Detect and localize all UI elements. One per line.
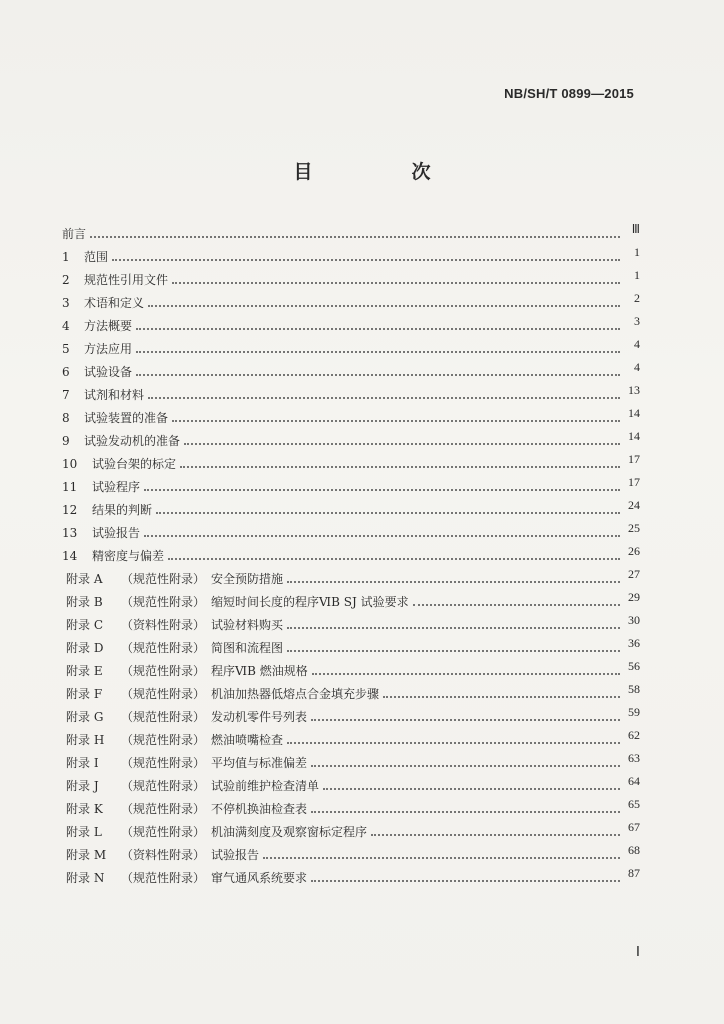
annex-kind: （规范性附录） [121, 802, 206, 816]
toc-entry-page: 17 [628, 452, 640, 466]
toc-entry [62, 379, 640, 402]
annex-title: 试验材料购买 [211, 618, 284, 632]
toc-entry-title: 精密度与偏差 [92, 549, 165, 563]
annex-page: 63 [628, 751, 640, 765]
dot-leader [168, 557, 620, 560]
dot-leader [180, 465, 620, 468]
toc-entry-label [62, 457, 180, 471]
annex-id: 附录 K [66, 802, 103, 816]
annex-kind: （资料性附录） [121, 618, 206, 632]
annex-entry [62, 563, 640, 586]
toc-entry-label [62, 480, 144, 494]
annex-page: 36 [628, 636, 640, 650]
annex-entry-label [62, 756, 311, 770]
annex-entry-label [62, 802, 311, 816]
dot-leader [90, 235, 620, 238]
toc-entry-page: Ⅲ [631, 222, 640, 236]
dot-leader [323, 787, 620, 790]
annex-entry [62, 609, 640, 632]
annex-title: 燃油喷嘴检查 [211, 733, 284, 747]
annex-kind: （规范性附录） [121, 756, 206, 770]
dot-leader [136, 327, 620, 330]
toc-entry-number: 10 [62, 457, 78, 471]
annex-entry [62, 839, 640, 862]
annex-title: 缩短时间长度的程序ⅥB SJ 试验要求 [211, 595, 409, 609]
annex-title: 安全预防措施 [211, 572, 284, 586]
toc-entry-label [62, 227, 90, 241]
dot-leader [287, 741, 620, 744]
annex-kind: （规范性附录） [121, 572, 206, 586]
annex-id: 附录 C [66, 618, 103, 632]
toc-entry-number: 1 [62, 250, 70, 264]
annex-page: 64 [628, 774, 640, 788]
dot-leader [311, 879, 620, 882]
toc-entry-label [62, 273, 172, 287]
annex-entry-label [62, 595, 413, 609]
standard-code: NB/SH/T 0899—2015 [504, 86, 634, 101]
toc-entry-page: 4 [634, 337, 640, 351]
toc-entry [62, 471, 640, 494]
annex-id: 附录 F [66, 687, 103, 701]
annex-page: 62 [628, 728, 640, 742]
toc-entry-label [62, 250, 112, 264]
toc-entry-page: 1 [634, 268, 640, 282]
toc-entry-title: 术语和定义 [84, 296, 145, 310]
dot-leader [112, 258, 620, 261]
annex-id: 附录 H [66, 733, 105, 747]
toc-entry-number: 11 [62, 480, 78, 494]
dot-leader [184, 442, 620, 445]
dot-leader [136, 373, 620, 376]
toc-entry-number: 12 [62, 503, 78, 517]
annex-kind: （规范性附录） [121, 779, 206, 793]
annex-id: 附录 J [66, 779, 99, 793]
toc-entry-page: 3 [634, 314, 640, 328]
toc-entry-page: 4 [634, 360, 640, 374]
toc-entry-title: 规范性引用文件 [84, 273, 169, 287]
dot-leader [311, 810, 620, 813]
toc-entry [62, 241, 640, 264]
dot-leader [156, 511, 620, 514]
dot-leader [136, 350, 620, 353]
dot-leader [144, 488, 620, 491]
annex-entry-label [62, 710, 311, 724]
annex-entry-label [62, 618, 287, 632]
annex-entry [62, 724, 640, 747]
toc-entry [62, 448, 640, 471]
annex-title: 窜气通风系统要求 [211, 871, 308, 885]
toc-entry [62, 494, 640, 517]
annex-entry-label [62, 641, 287, 655]
toc-entry-title: 试验报告 [92, 526, 141, 540]
toc-entry-number: 5 [62, 342, 70, 356]
annex-title: 发动机零件号列表 [211, 710, 308, 724]
page-title: 目 次 [293, 161, 471, 183]
toc-entry-number: 2 [62, 273, 70, 287]
annex-title: 平均值与标准偏差 [211, 756, 308, 770]
toc-entry-number: 14 [62, 549, 78, 563]
annex-entry [62, 793, 640, 816]
toc-entry [62, 356, 640, 379]
toc-entry [62, 540, 640, 563]
annex-id: 附录 E [66, 664, 103, 678]
toc-entry-number: 4 [62, 319, 70, 333]
annex-id: 附录 A [66, 572, 103, 586]
dot-leader [172, 419, 620, 422]
annex-title: 机油加热器低熔点合金填充步骤 [211, 687, 380, 701]
toc-entry-page: 17 [628, 475, 640, 489]
annex-kind: （规范性附录） [121, 641, 206, 655]
annex-page: 58 [628, 682, 640, 696]
annex-entry [62, 655, 640, 678]
annex-id: 附录 B [66, 595, 103, 609]
annex-kind: （规范性附录） [121, 687, 206, 701]
annex-title: 试验报告 [211, 848, 260, 862]
dot-leader [371, 833, 620, 836]
toc-entry-label [62, 526, 144, 540]
toc-entry [62, 310, 640, 333]
annex-title: 程序ⅥB 燃油规格 [211, 664, 308, 678]
annex-kind: （规范性附录） [121, 710, 206, 724]
toc-entry [62, 218, 640, 241]
annex-entry [62, 632, 640, 655]
annex-entry-label [62, 779, 323, 793]
toc-entry-label [62, 549, 168, 563]
annex-page: 30 [628, 613, 640, 627]
annex-id: 附录 M [66, 848, 107, 862]
dot-leader [148, 304, 620, 307]
toc-entry-page: 2 [634, 291, 640, 305]
toc-entry [62, 264, 640, 287]
toc-entry [62, 333, 640, 356]
annex-page: 29 [628, 590, 640, 604]
table-of-contents [62, 218, 640, 885]
toc-entry-label [62, 296, 148, 310]
toc-entry-label [62, 342, 136, 356]
dot-leader [263, 856, 620, 859]
annex-entry-label [62, 687, 383, 701]
toc-entry-page: 14 [628, 406, 640, 420]
annex-entry-label [62, 871, 311, 885]
toc-entry-label [62, 434, 184, 448]
toc-entry [62, 517, 640, 540]
annex-title: 试验前维护检查清单 [211, 779, 320, 793]
annex-page: 87 [628, 866, 640, 880]
toc-entry-title: 结果的判断 [92, 503, 153, 517]
toc-entry-title: 试验程序 [92, 480, 141, 494]
toc-entry [62, 425, 640, 448]
toc-entry-title: 试验装置的准备 [84, 411, 169, 425]
toc-entry-title: 试剂和材料 [84, 388, 145, 402]
annex-page: 27 [628, 567, 640, 581]
annex-id: 附录 N [66, 871, 105, 885]
dot-leader [148, 396, 620, 399]
toc-entry-title: 试验台架的标定 [92, 457, 177, 471]
dot-leader [287, 580, 620, 583]
toc-entry-label [62, 365, 136, 379]
annex-page: 56 [628, 659, 640, 673]
annex-entry [62, 747, 640, 770]
toc-entry-page: 25 [628, 521, 640, 535]
annex-title: 机油满刻度及观察窗标定程序 [211, 825, 368, 839]
toc-entry-title: 方法概要 [84, 319, 133, 333]
toc-entry-page: 1 [634, 245, 640, 259]
dot-leader [413, 603, 620, 606]
annex-page: 68 [628, 843, 640, 857]
annex-entry-label [62, 848, 263, 862]
dot-leader [172, 281, 620, 284]
annex-title: 不停机换油检查表 [211, 802, 308, 816]
toc-entry [62, 402, 640, 425]
dot-leader [383, 695, 620, 698]
dot-leader [311, 718, 620, 721]
toc-entry-title: 试验发动机的准备 [84, 434, 181, 448]
toc-entry-number: 3 [62, 296, 70, 310]
toc-entry-label [62, 388, 148, 402]
toc-entry-number: 7 [62, 388, 70, 402]
annex-title: 简图和流程图 [211, 641, 284, 655]
annex-id: 附录 L [66, 825, 102, 839]
toc-entry-page: 13 [628, 383, 640, 397]
annex-id: 附录 D [66, 641, 104, 655]
dot-leader [287, 649, 620, 652]
annex-kind: （规范性附录） [121, 871, 206, 885]
annex-id: 附录 I [66, 756, 99, 770]
annex-entry [62, 586, 640, 609]
toc-entry-number: 13 [62, 526, 78, 540]
annex-entry [62, 770, 640, 793]
dot-leader [311, 764, 620, 767]
toc-entry-number: 9 [62, 434, 70, 448]
toc-entry-title: 范围 [84, 250, 109, 264]
toc-entry-page: 24 [628, 498, 640, 512]
toc-entry-title: 前言 [62, 227, 87, 241]
annex-page: 59 [628, 705, 640, 719]
toc-entry-label [62, 319, 136, 333]
annex-page: 67 [628, 820, 640, 834]
toc-entry-page: 14 [628, 429, 640, 443]
annex-kind: （规范性附录） [121, 664, 206, 678]
annex-entry-label [62, 733, 287, 747]
annex-page: 65 [628, 797, 640, 811]
annex-entry [62, 862, 640, 885]
annex-id: 附录 G [66, 710, 104, 724]
annex-kind: （资料性附录） [121, 848, 206, 862]
dot-leader [287, 626, 620, 629]
toc-entry-page: 26 [628, 544, 640, 558]
toc-entry-label [62, 411, 172, 425]
annex-entry-label [62, 572, 287, 586]
annex-kind: （规范性附录） [121, 733, 206, 747]
toc-entry-title: 试验设备 [84, 365, 133, 379]
toc-entry [62, 287, 640, 310]
annex-entry [62, 678, 640, 701]
annex-entry [62, 701, 640, 724]
dot-leader [312, 672, 620, 675]
annex-kind: （规范性附录） [121, 595, 206, 609]
toc-entry-label [62, 503, 156, 517]
page-folio: Ⅰ [635, 945, 640, 960]
toc-entry-title: 方法应用 [84, 342, 133, 356]
annex-entry-label [62, 825, 371, 839]
dot-leader [144, 534, 620, 537]
toc-entry-number: 8 [62, 411, 70, 425]
annex-entry-label [62, 664, 312, 678]
toc-entry-number: 6 [62, 365, 70, 379]
annex-entry [62, 816, 640, 839]
annex-kind: （规范性附录） [121, 825, 206, 839]
